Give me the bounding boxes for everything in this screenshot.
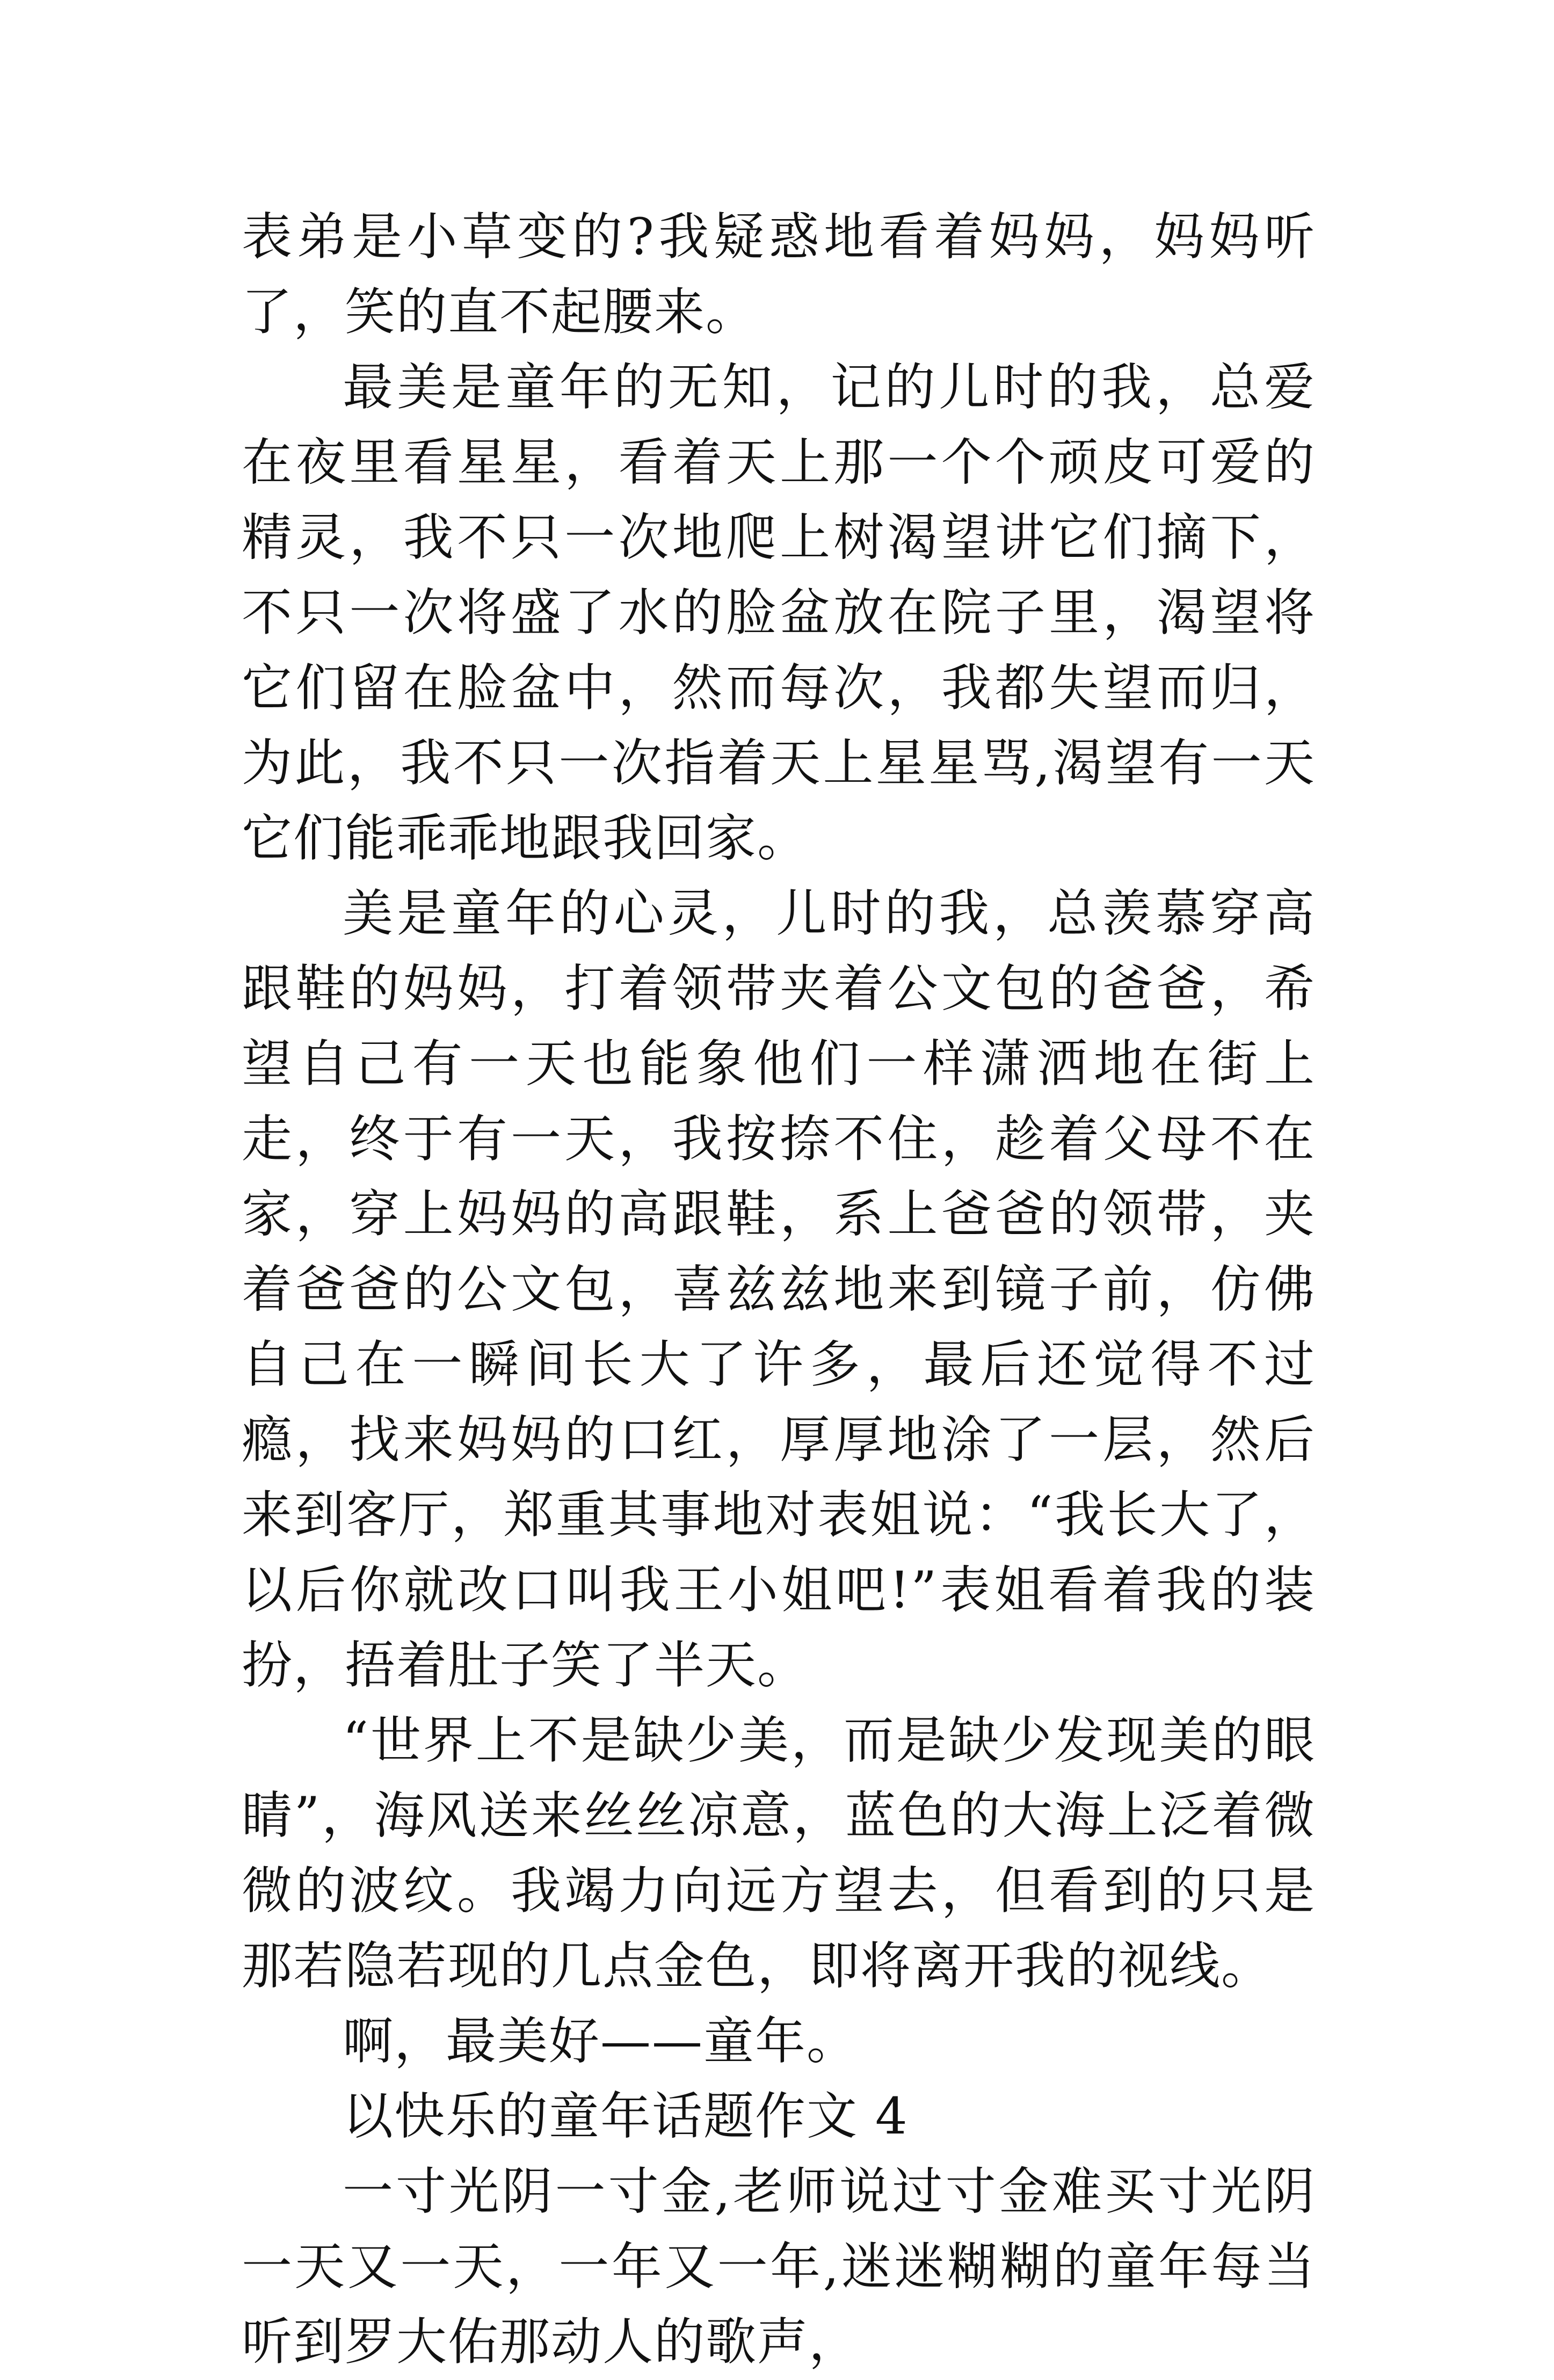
paragraph-exclamation: 啊，最美好——童年。 — [343, 2012, 859, 2071]
paragraph-sea: “世界上不是缺少美，而是缺少发现美的眼睛”，海风送来丝丝凉意，蓝色的大海上泛着微微的波纹。我竭力向远方望去，但看到的只是那若隐若现的几点金色，即将离开我的视线。 — [242, 1711, 1316, 1996]
paragraph-time: 一寸光阴一寸金,老师说过寸金难买寸光阴一天又一天，一年又一年,迷迷糊糊的童年每当听到罗大佑那动人的歌声， — [242, 2163, 1316, 2371]
paragraph-continuation: 表弟是小草变的?我疑惑地看着妈妈，妈妈听了，笑的直不起腰来。 — [242, 208, 1316, 342]
paragraph-stars: 最美是童年的无知，记的儿时的我，总爱在夜里看星星，看着天上那一个个顽皮可爱的精灵，我不只一次地爬上树渴望讲它们摘下，不只一次将盛了水的脸盆放在院子里，渴望将它们留在脸盆中，然而每次，我都失望而归，为此，我不只一次指着天上星星骂,渴望有一天它们能乖乖地跟我回家。 — [242, 358, 1316, 868]
paragraph-dress-up: 美是童年的心灵，儿时的我，总羡慕穿高跟鞋的妈妈，打着领带夹着公文包的爸爸，希望自己有一天也能象他们一样潇洒地在街上走，终于有一天，我按捺不住，趁着父母不在家，穿上妈妈的高跟鞋，系上爸爸的领带，夹着爸爸的公文包，喜兹兹地来到镜子前，仿佛自己在一瞬间长大了许多，最后还觉得不过瘾，找来妈妈的口红，厚厚地涂了一层，然后来到客厅，郑重其事地对表姐说：“我长大了，以后你就改口叫我王小姐吧!”表姐看着我的装扮，捂着肚子笑了半天。 — [242, 884, 1316, 1695]
essay-heading: 以快乐的童年话题作文 4 — [343, 2087, 909, 2146]
document-body — [242, 200, 1316, 2380]
